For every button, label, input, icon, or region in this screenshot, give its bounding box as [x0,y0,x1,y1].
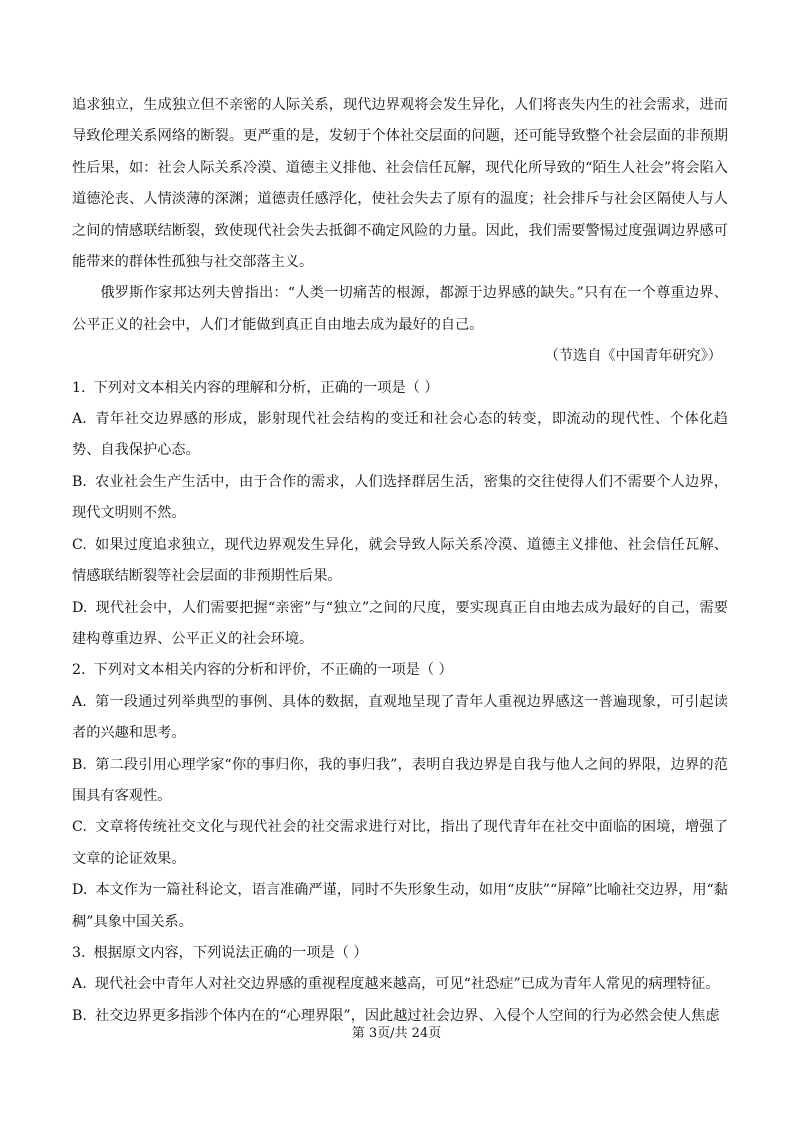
passage-source: （节选自《中国青年研究》） [544,348,722,365]
option-letter: A. [72,411,87,428]
option-letter: A. [72,693,87,710]
option-b [72,467,728,530]
option-d [72,875,728,938]
option-d [72,593,728,656]
question-stem [72,938,728,969]
document-page [72,90,728,1032]
option-text: 第二段引用心理学家“你的事归你，我的事归我”，表明自我边界是自我与他人之间的界限，边界的范围具有客观性。 [72,756,728,804]
option-b [72,750,728,813]
question-stem [72,655,728,686]
option-text: 文章将传统社交文化与现代社会的社交需求进行对比，指出了现代青年在社交中面临的困境，增强了文章的论证效果。 [72,819,728,867]
option-letter: C. [72,536,87,553]
passage-paragraph-2: 俄罗斯作家邦达列夫曾指出：“人类一切痛苦的根源，都源于边界感的缺失。”只有在一个尊重边界、公平正义的社会中，人们才能做到真正自由地去成为最好的自己。 [72,285,728,333]
option-letter: C. [72,819,87,836]
question-3 [72,938,728,1032]
option-c [72,812,728,875]
option-letter: B. [72,473,87,490]
option-text: 第一段通过列举典型的事例、具体的数据，直观地呈现了青年人重视边界感这一普遍现象，可引起读者的兴趣和思考。 [72,693,728,742]
page-footer: 第 3页/共 24页 [351,1026,442,1041]
option-text: 农业社会生产生活中，由于合作的需求，人们选择群居生活，密集的交往使得人们不需要个人边界，现代文明则不然。 [72,473,728,522]
option-text: 社交边界更多指涉个体内在的“心理界限”，因此越过社会边界、入侵个人空间的行为必然会使人焦虑 [94,1007,720,1024]
question-number: 1. [72,379,86,396]
option-text: 现代社会中青年人对社交边界感的重视程度越来越高，可见“社恐症”已成为青年人常见的病理特征。 [94,976,720,993]
question-number: 2. [72,662,86,679]
option-letter: A. [72,976,87,993]
question-number: 3. [72,944,86,961]
option-a [72,687,728,750]
question-2 [72,655,728,938]
option-letter: D. [72,599,88,616]
option-text: 如果过度追求独立，现代边界观发生异化，就会导致人际关系冷漠、道德主义排他、社会信任瓦解、情感联结断裂等社会层面的非预期性后果。 [72,536,728,585]
option-letter: B. [72,756,87,773]
option-a [72,404,728,467]
question-text: 下列对文本相关内容的理解和分析，正确的一项是（ ） [93,379,439,396]
option-letter: B. [72,1007,87,1024]
question-text: 下列对文本相关内容的分析和评价，不正确的一项是（ ） [93,662,453,679]
question-stem [72,373,728,404]
question-text: 根据原文内容，下列说法正确的一项是（ ） [93,944,368,961]
option-text: 青年社交边界感的形成，影射现代社会结构的变迁和社会心态的转变，即流动的现代性、个体化趋势、自我保护心态。 [72,411,728,459]
passage-paragraph-1: 追求独立，生成独立但不亲密的人际关系，现代边界观将会发生异化，人们将丧失内生的社会需求，进而导致伦理关系网络的断裂。更严重的是，发轫于个体社交层面的问题，还可能导致整个社会层面的非预期性后果，如：社会人际关系冷漠、道德主义排他、社会信任瓦解，现代化所导致的“陌生人社会”将会陷入道德沦丧、人情淡薄的深渊；道德责任感浮化，使社会失去了原有的温度；社会排斥与社会区隔使人与人之间的情感联结断裂，致使现代社会失去抵御不确定风险的力量。因此，我们需要警惕过度强调边界感可能带来的群体性孤独与社交部落主义。 [72,97,728,271]
option-letter: D. [72,882,88,899]
option-text: 本文作为一篇社科论文，语言准确严谨，同时不失形象生动，如用“皮肤”“屏障”比喻社交边界，用“黏稠”具象中国关系。 [72,882,728,930]
option-text: 现代社会中，人们需要把握“亲密”与“独立”之间的尺度，要实现真正自由地去成为最好的自己，需要建构尊重边界、公平正义的社会环境。 [72,599,728,647]
option-a [72,969,728,1000]
option-c [72,530,728,593]
question-1 [72,373,728,656]
